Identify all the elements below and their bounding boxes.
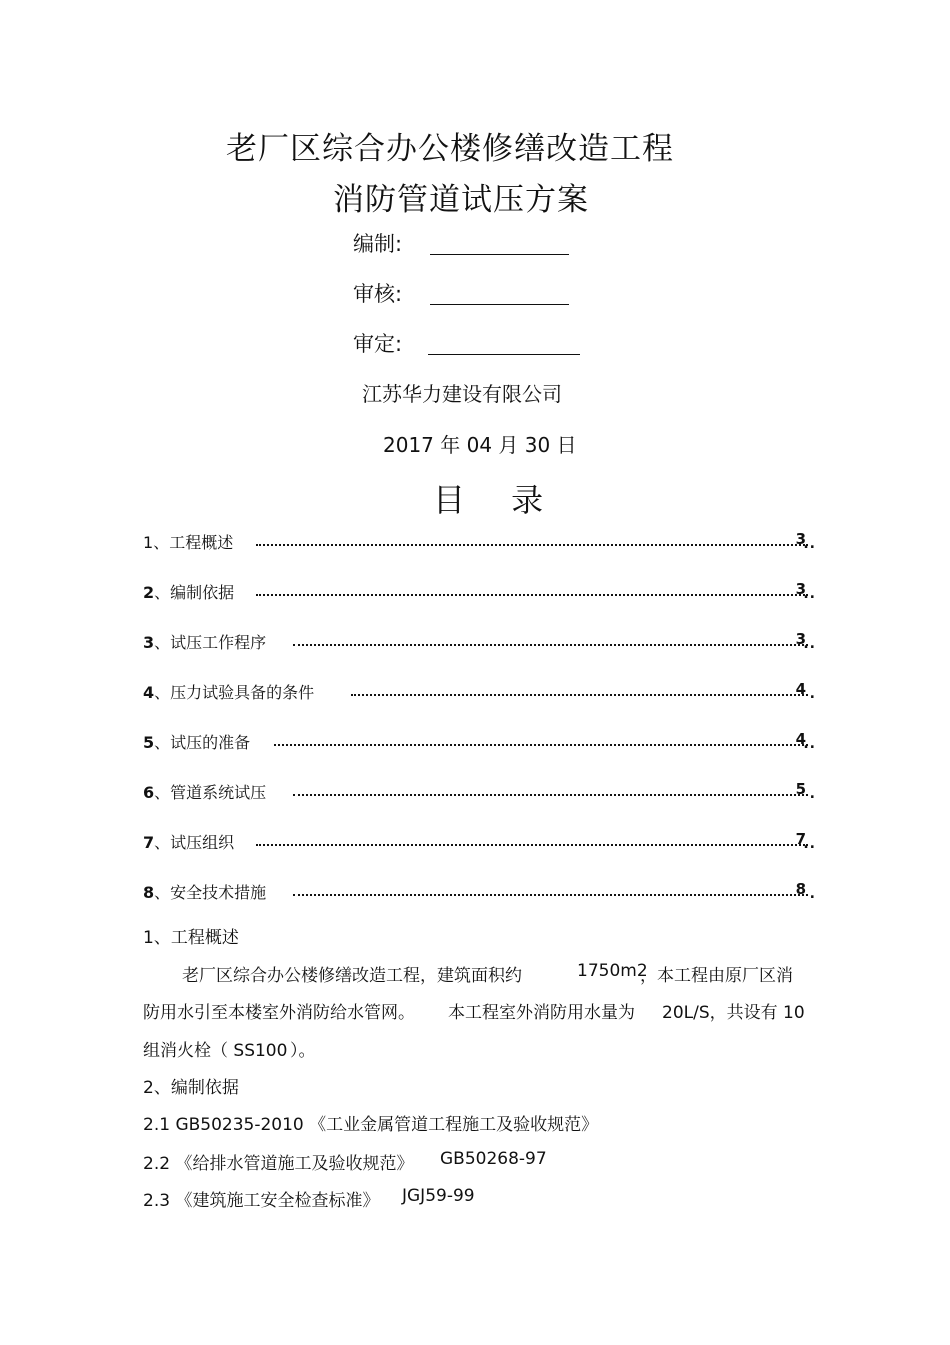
toc-item-page: 4 (795, 730, 806, 748)
paragraph-text: 20L/S，共设有 10 (662, 1003, 805, 1023)
toc-leader-dots (293, 894, 808, 896)
toc-item-label: 4、压力试验具备的条件 (143, 680, 314, 703)
toc-item-label: 2、编制依据 (143, 580, 234, 603)
toc-trail-dots: . (809, 786, 816, 802)
toc-item-page: 7 (795, 830, 806, 848)
toc-leader-dots (256, 844, 808, 846)
reference-item: 2.2 《给排水管道施工及验收规范》 (143, 1154, 414, 1174)
toc-leader-dots (351, 694, 808, 696)
reference-code: JGJ59-99 (402, 1186, 475, 1206)
toc-item-label: 7、试压组织 (143, 830, 234, 853)
toc-trail-dots: . (809, 886, 816, 902)
paragraph-text: ）。 (290, 1041, 316, 1061)
toc-trail-dots: .. (803, 586, 816, 602)
document-title: 老厂区综合办公楼修缮改造工程 (226, 131, 674, 167)
toc-trail-dots: . (809, 686, 816, 702)
toc-leader-dots (293, 644, 808, 646)
section-heading: 1、工程概述 (143, 928, 239, 948)
toc-trail-dots: .. (803, 736, 816, 752)
section-heading: 2、编制依据 (143, 1078, 239, 1098)
toc-leader-dots (274, 744, 808, 746)
sign-label-compiled: 编制: (353, 232, 403, 256)
toc-heading: 目 录 (433, 481, 562, 519)
toc-leader-dots (256, 544, 808, 546)
toc-item-label: 5、试压的准备 (143, 730, 250, 753)
toc-item-page: 3 (795, 630, 806, 648)
toc-item-page: 8 (795, 880, 806, 898)
reference-item: 2.3 《建筑施工安全检查标准》 (143, 1191, 380, 1211)
toc-leader-dots (293, 794, 808, 796)
paragraph-text: 防用水引至本楼室外消防给水管网。 (143, 1003, 415, 1023)
toc-item[interactable] (143, 880, 816, 904)
toc-item-page: 3 (795, 580, 806, 598)
toc-item[interactable] (143, 630, 816, 654)
toc-item[interactable] (143, 830, 816, 854)
reference-item: 2.1 GB50235-2010 《工业金属管道工程施工及验收规范》 (143, 1115, 599, 1135)
toc-item-label: 6、管道系统试压 (143, 780, 266, 803)
reference-code: GB50268-97 (440, 1149, 547, 1169)
paragraph-text: 组消火栓（ SS100 (143, 1041, 288, 1061)
toc-item-page: 4 (795, 680, 806, 698)
toc-item-page: 3 (795, 530, 806, 548)
paragraph-text: 老厂区综合办公楼修缮改造工程，建筑面积约 (182, 966, 522, 986)
toc-item-label: 3、试压工作程序 (143, 630, 266, 653)
paragraph-text: 1750m2 (577, 961, 648, 981)
toc-item-label: 1、工程概述 (143, 530, 233, 553)
sign-label-reviewed: 审核: (353, 282, 403, 306)
company-name: 江苏华力建设有限公司 (362, 382, 562, 406)
toc-trail-dots: .. (803, 536, 816, 552)
document-subtitle: 消防管道试压方案 (333, 182, 589, 218)
toc-item[interactable] (143, 580, 816, 604)
sign-line-approved (428, 354, 580, 355)
paragraph-text: ，本工程由原厂区消 (640, 966, 793, 986)
sign-line-compiled (430, 254, 569, 255)
document-date: 2017 年 04 月 30 日 (383, 433, 577, 457)
toc-item-page: 5 (795, 780, 806, 798)
paragraph-text: 本工程室外消防用水量为 (448, 1003, 635, 1023)
sign-line-reviewed (430, 304, 569, 305)
sign-label-approved: 审定: (353, 332, 403, 356)
toc-item[interactable] (143, 680, 816, 704)
toc-item[interactable] (143, 530, 816, 554)
toc-leader-dots (256, 594, 808, 596)
toc-item-label: 8、安全技术措施 (143, 880, 266, 903)
toc-trail-dots: .. (803, 636, 816, 652)
toc-item[interactable] (143, 730, 816, 754)
toc-item[interactable] (143, 780, 816, 804)
toc-trail-dots: .. (803, 836, 816, 852)
